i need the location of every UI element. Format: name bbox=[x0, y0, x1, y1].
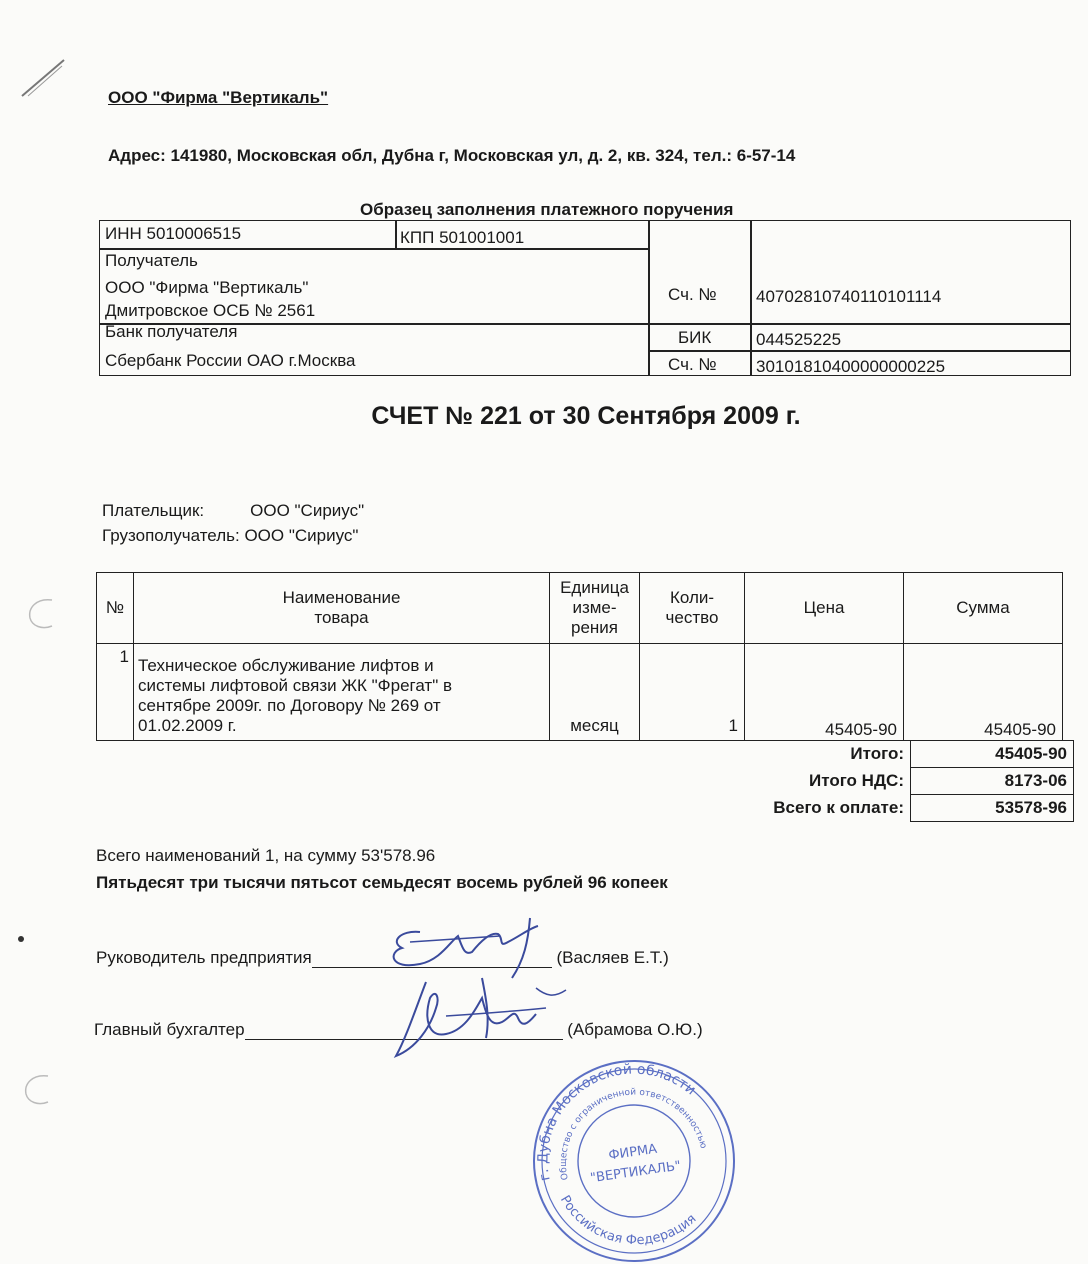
stamp-center-1: ФИРМА bbox=[607, 1141, 659, 1164]
account-number: 40702810740110101114 bbox=[756, 287, 942, 306]
row-unit: месяц bbox=[550, 644, 640, 741]
col-price-header: Цена bbox=[745, 573, 904, 644]
col-sum-header: Сумма bbox=[904, 573, 1063, 644]
payer-label: Плательщик: bbox=[102, 501, 205, 520]
bik-label: БИК bbox=[678, 328, 712, 347]
accountant-label: Главный бухгалтер bbox=[94, 1020, 245, 1039]
row-name-line: сентябре 2009г. по Договору № 269 от bbox=[138, 696, 441, 715]
stamp-center-2: "ВЕРТИКАЛЬ" bbox=[589, 1158, 682, 1187]
punch-hole-bottom bbox=[18, 1070, 58, 1110]
col-num-header: № bbox=[97, 573, 134, 644]
bank-label: Банк получателя bbox=[105, 322, 238, 341]
row-num: 1 bbox=[97, 644, 134, 741]
col-qty-header-line: Коли- bbox=[669, 588, 715, 607]
table-header-row bbox=[97, 573, 1063, 644]
bank-name: Сбербанк России ОАО г.Москва bbox=[105, 351, 356, 370]
due-row bbox=[610, 795, 1074, 822]
summary-words: Пятьдесят три тысячи пятьсот семьдесят восемь рублей 96 копеек bbox=[96, 873, 668, 892]
totals-table bbox=[610, 740, 1074, 822]
col-name-header bbox=[134, 573, 550, 644]
vat-label: Итого НДС: bbox=[809, 771, 904, 790]
due-value: 53578-96 bbox=[911, 795, 1074, 822]
summary-count: Всего наименований 1, на сумму 53'578.96 bbox=[96, 846, 436, 865]
accountant-signature-scribble bbox=[386, 968, 576, 1064]
stamp-ring-text: г. Дубна Московской области bbox=[535, 1061, 699, 1183]
account-label: Сч. № bbox=[668, 285, 717, 304]
bank-details-table bbox=[99, 220, 1071, 376]
col-unit-header-line: Единица bbox=[560, 578, 629, 597]
director-signature-line bbox=[96, 947, 669, 968]
row-name-line: 01.02.2009 г. bbox=[138, 716, 237, 735]
col-qty-header bbox=[640, 573, 745, 644]
corr-label: Сч. № bbox=[668, 355, 717, 374]
punch-hole-top bbox=[22, 594, 62, 634]
recipient-label: Получатель bbox=[105, 251, 198, 270]
accountant-signature-line bbox=[94, 1019, 703, 1040]
total-label: Итого: bbox=[850, 744, 904, 763]
bik: 044525225 bbox=[756, 330, 842, 349]
company-stamp bbox=[526, 1058, 742, 1264]
dot-mark bbox=[18, 936, 24, 942]
vat-row bbox=[610, 768, 1074, 795]
inn: ИНН 5010006515 bbox=[105, 224, 242, 243]
parties-block bbox=[102, 498, 364, 548]
row-name-line: системы лифтовой связи ЖК "Фрегат" в bbox=[138, 676, 453, 695]
row-name bbox=[134, 644, 550, 741]
items-table bbox=[96, 572, 1063, 741]
recipient-branch: Дмитровское ОСБ № 2561 bbox=[105, 301, 316, 320]
summary-block bbox=[96, 842, 668, 896]
stamp-inner-text: Общество с ограниченной ответственностью bbox=[558, 1087, 709, 1181]
row-qty: 1 bbox=[640, 644, 745, 741]
row-name-line: Техническое обслуживание лифтов и bbox=[138, 656, 434, 675]
col-name-header-line: Наименование bbox=[282, 588, 401, 607]
col-name-header-line: товара bbox=[314, 608, 369, 627]
total-value: 45405-90 bbox=[911, 741, 1074, 768]
payer-name: ООО "Сириус" bbox=[250, 501, 365, 520]
vat-value: 8173-06 bbox=[911, 768, 1074, 795]
recipient-name: ООО "Фирма "Вертикаль" bbox=[105, 278, 309, 297]
invoice-title: СЧЕТ № 221 от 30 Сентября 2009 г. bbox=[371, 402, 801, 430]
stamp-bottom-text: Российская Федерация bbox=[556, 1192, 700, 1249]
row-price: 45405-90 bbox=[745, 644, 904, 741]
company-address: Адрес: 141980, Московская обл, Дубна г, Московская ул, д. 2, кв. 324, тел.: 6-57-14 bbox=[108, 146, 796, 165]
company-name: ООО "Фирма "Вертикаль" bbox=[108, 88, 329, 107]
total-row bbox=[610, 741, 1074, 768]
due-label: Всего к оплате: bbox=[773, 798, 904, 817]
col-unit-header-line: рения bbox=[571, 618, 618, 637]
table-row bbox=[97, 644, 1063, 741]
payment-caption: Образец заполнения платежного поручения bbox=[360, 200, 734, 219]
consignee-label: Грузополучатель: bbox=[102, 526, 240, 545]
col-qty-header-line: чество bbox=[665, 608, 719, 627]
consignee-name: ООО "Сириус" bbox=[244, 526, 359, 545]
accountant-name: (Абрамова О.Ю.) bbox=[567, 1020, 703, 1039]
col-unit-header bbox=[550, 573, 640, 644]
row-sum: 45405-90 bbox=[904, 644, 1063, 741]
pen-mark bbox=[18, 56, 68, 102]
corr-account: 30101810400000000225 bbox=[756, 357, 946, 376]
director-name: (Васляев Е.Т.) bbox=[556, 948, 669, 967]
director-label: Руководитель предприятия bbox=[96, 948, 312, 967]
kpp: КПП 501001001 bbox=[400, 228, 525, 247]
col-unit-header-line: изме- bbox=[572, 598, 617, 617]
